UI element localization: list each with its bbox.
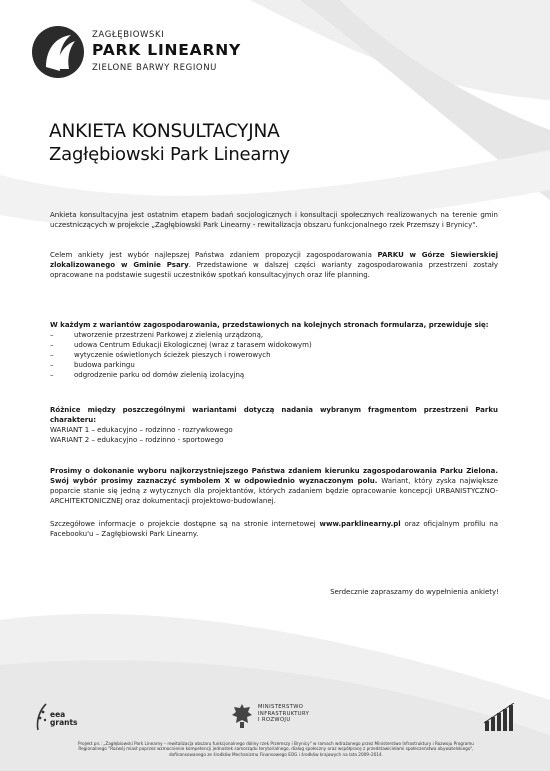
logo-line-3: ZIELONE BARWY REGIONU <box>92 63 218 73</box>
footer-note-line2: Regionalnego "Rozwój miast poprzez wzmocnienie kompetencji jednostek samorządu terytorialnego, dialog społeczny oraz współpracę z przedstawicielami społeczeństwa obywatelskiego", <box>78 746 474 752</box>
differences-title: Różnice między poszczególnymi wariantami dotyczą nadania wybranym fragmentom przestrzeni Parku charakteru: <box>50 406 498 424</box>
intro-text: Ankieta konsultacyjna jest ostatnim etapem badań socjologicznych i konsultacji społecznych realizowanych na terenie gmin uczestniczących w projekcie „Zagłębiowski Park Linearny - rewitalizacja obszaru funkcjonalnego rzek Przemszy i Brynicy". <box>50 211 498 229</box>
variants-list <box>50 330 498 380</box>
info-paragraph <box>50 519 498 539</box>
eea-text-line1: eea <box>50 710 66 719</box>
list-item: – budowa parkingu <box>50 360 498 370</box>
ministry-name <box>258 704 309 724</box>
variant-1: WARIANT 1 – edukacyjno – rodzinno - rozrywkowego <box>50 426 233 434</box>
footer-note-line3: dofinansowanego ze środków Mechanizmu Finansowego EOG i środków krajowych na lata 2009–2014. <box>168 751 384 757</box>
eea-grants-logo <box>34 700 82 736</box>
intro-paragraph <box>50 210 498 230</box>
park-logo-icon <box>31 25 85 79</box>
document-title: ANKIETA KONSULTACYJNA <box>49 121 280 142</box>
variant-2: WARIANT 2 – edukacyjno – rodzinno - sportowego <box>50 436 224 444</box>
variants-section <box>50 320 498 380</box>
list-item: – udowa Centrum Edukacji Ekologicznej (wraz z tarasem widokowym) <box>50 340 498 350</box>
ministry-line3: I ROZWOJU <box>258 717 291 723</box>
footer-note <box>40 741 512 757</box>
city-bars-icon <box>484 703 518 731</box>
logo-line-2: PARK LINEARNY <box>92 41 242 59</box>
list-item: – odgrodzenie parku od domów zielenią izolacyjną <box>50 370 498 380</box>
request-bold: Prosimy o dokonanie wyboru najkorzystniejszego Państwa zdaniem kierunku zagospodarowania Parku Zielona. Swój wybór prosimy zaznaczyć symbolem X w odpowiednio wyznaczonym polu. <box>50 467 498 485</box>
ministry-line2: INFRASTRUKTURY <box>258 710 310 717</box>
aim-text-c: . Przedstawione w dalszej części warianty zagospodarowania przestrzeni zostały opracowane na podstawie sugestii uczestników spotkań konsultacyjnych oraz life planning. <box>50 261 498 279</box>
document-subtitle: Zagłębiowski Park Linearny <box>49 144 290 165</box>
ministry-line1: MINISTERSTWO <box>258 704 304 710</box>
variants-intro: W każdym z wariantów zagospodarowania, przedstawionych na kolejnych stronach formularza, przewiduje się: <box>50 321 489 329</box>
aim-text-location: PARKU w Górze Siewierskiej zlokalizowanego w Gminie Psary <box>50 251 499 269</box>
closing-invitation: Serdecznie zapraszamy do wypełnienia ankiety! <box>330 588 499 596</box>
info-text-a: Szczegółowe informacje o projekcie dostępne są na stronie internetowej <box>50 520 320 528</box>
list-item: – utworzenie przestrzeni Parkowej z zielenią urządzoną, <box>50 330 498 340</box>
aim-paragraph <box>50 250 498 280</box>
website-link[interactable]: www.parklinearny.pl <box>319 520 401 528</box>
aim-text <box>50 250 498 280</box>
eea-grants-icon <box>34 702 50 732</box>
eea-grants-text <box>50 711 78 727</box>
request-paragraph <box>50 466 498 506</box>
list-item: – wytyczenie oświetlonych ścieżek pieszych i rowerowych <box>50 350 498 360</box>
info-text <box>50 519 498 539</box>
eagle-emblem-icon <box>230 702 254 730</box>
request-text <box>50 466 498 506</box>
aim-text-a: Celem ankiety jest wybór najlepszej Państwa zdaniem propozycji zagospodarowania <box>50 251 378 259</box>
footer-note-line1: Projekt pn.: „Zagłębiowski Park Linearny – rewitalizacja obszaru funkcjonalnego doliny rzek Przemszy i Brynicy" w ramach wdrażanego przez Ministerstwo Infrastruktury i Rozwoju Programu <box>78 741 474 746</box>
info-text-b: oraz oficjalnym profilu na Facebooku'u – Zagłębiowski Park Linearny. <box>50 520 499 538</box>
eea-text-line2: grants <box>50 718 78 727</box>
differences-section <box>50 405 498 445</box>
logo-line-1: ZAGŁĘBIOWSKI <box>92 30 165 40</box>
request-rest: Wariant, który zyska największe poparcie stanie się jedną z wytycznych dla projektantów, których zadaniem będzie opracowanie koncepcji URBANISTYCZNO-ARCHITEKTONICZNEJ oraz dokumentacji projektowo-budowlanej. <box>50 477 499 505</box>
ministry-logo <box>230 702 330 734</box>
